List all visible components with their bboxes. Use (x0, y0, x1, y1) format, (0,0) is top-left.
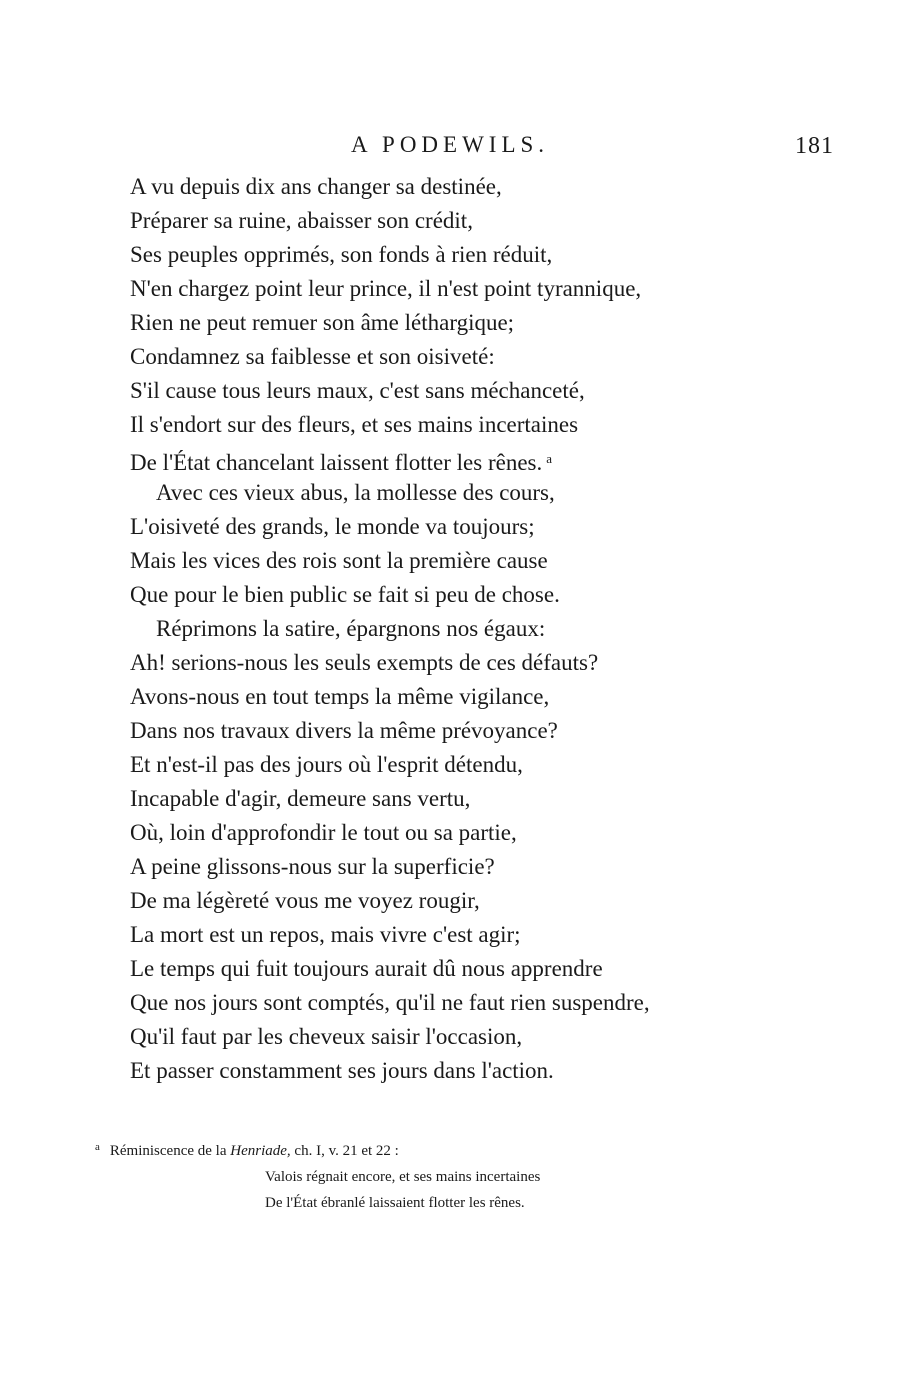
poem-line: S'il cause tous leurs maux, c'est sans méchanceté, (130, 378, 585, 403)
footnote-reference (95, 1134, 815, 1164)
poem-line: Qu'il faut par les cheveux saisir l'occasion, (130, 1024, 523, 1049)
footnote (95, 1134, 815, 1216)
poem-line: Condamnez sa faiblesse et son oisiveté: (130, 344, 495, 369)
poem-line: A vu depuis dix ans changer sa destinée, (130, 174, 502, 199)
poem-line: L'oisiveté des grands, le monde va toujours; (130, 514, 535, 539)
poem-line: Ses peuples opprimés, son fonds à rien réduit, (130, 242, 553, 267)
poem-line-text: De l'État chancelant laissent flotter les rênes. (130, 450, 543, 475)
poem-line: Il s'endort sur des fleurs, et ses mains incertaines (130, 412, 579, 437)
footnote-intro: Réminiscence de la (109, 1143, 231, 1159)
poem-line-with-note (130, 442, 830, 476)
poem-line: A peine glissons-nous sur la superficie? (130, 854, 495, 879)
poem-body (130, 170, 830, 1088)
poem-line: Préparer sa ruine, abaisser son crédit, (130, 208, 473, 233)
footnote-citation: ch. I, v. 21 et 22 : (290, 1143, 399, 1159)
poem-line: N'en chargez point leur prince, il n'est point tyrannique, (130, 276, 642, 301)
footnote-quote-line: Valois régnait encore, et ses mains incertaines (265, 1169, 541, 1185)
footnote-work-title: Henriade, (230, 1143, 291, 1159)
footnote-marker: a (95, 1141, 100, 1153)
poem-line: Ah! serions-nous les seuls exempts de ces défauts? (130, 650, 599, 675)
poem-line: Dans nos travaux divers la même prévoyance? (130, 718, 558, 743)
footnote-quotation (95, 1164, 815, 1216)
page-number: 181 (795, 133, 834, 159)
poem-line: Où, loin d'approfondir le tout ou sa partie, (130, 820, 517, 845)
poem-line: Et n'est-il pas des jours où l'esprit détendu, (130, 752, 523, 777)
poem-line: Le temps qui fuit toujours aurait dû nous apprendre (130, 956, 603, 981)
poem-line: Réprimons la satire, épargnons nos égaux: (156, 616, 546, 641)
footnote-reference-marker: a (546, 451, 553, 466)
footnote-quote-line: De l'État ébranlé laissaient flotter les rênes. (265, 1195, 525, 1211)
poem-line: Avons-nous en tout temps la même vigilance, (130, 684, 550, 709)
poem-line: Et passer constamment ses jours dans l'action. (130, 1058, 554, 1083)
poem-line: Incapable d'agir, demeure sans vertu, (130, 786, 471, 811)
poem-line: Que nos jours sont comptés, qu'il ne faut rien suspendre, (130, 990, 650, 1015)
poem-line: La mort est un repos, mais vivre c'est agir; (130, 922, 521, 947)
poem-line: Que pour le bien public se fait si peu de chose. (130, 582, 560, 607)
poem-line: Mais les vices des rois sont la première cause (130, 548, 548, 573)
poem-line: De ma légèreté vous me voyez rougir, (130, 888, 480, 913)
poem-line: Avec ces vieux abus, la mollesse des cours, (156, 480, 555, 505)
running-title: A PODEWILS. (350, 132, 550, 157)
poem-line: Rien ne peut remuer son âme léthargique; (130, 310, 515, 335)
